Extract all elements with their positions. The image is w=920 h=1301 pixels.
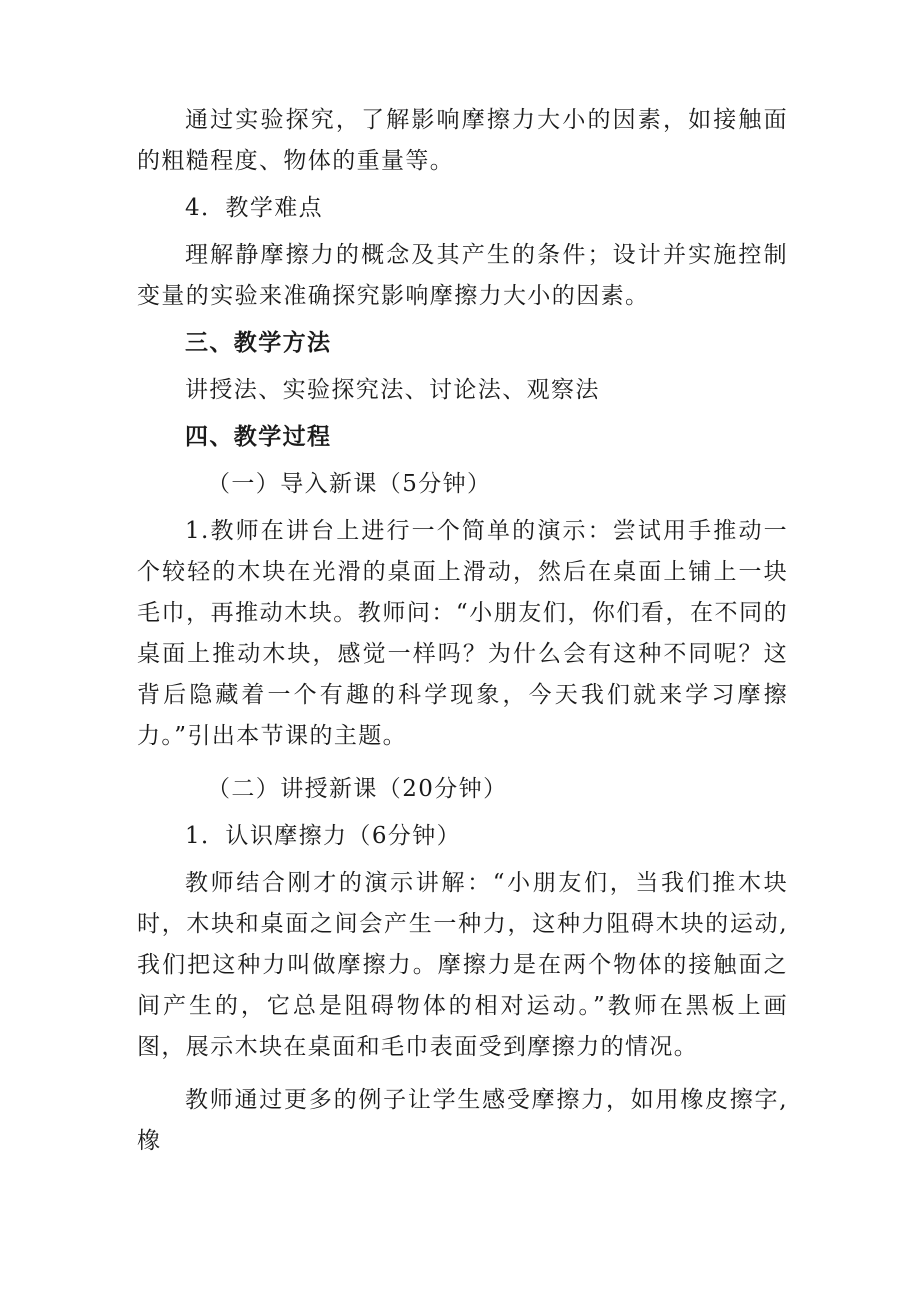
paragraph-more-examples: 教师通过更多的例子让学生感受摩擦力，如用橡皮擦字,橡 bbox=[137, 1087, 788, 1154]
paragraph-goal-continued: 通过实验探究，了解影响摩擦力大小的因素，如接触面的粗糙程度、物体的重量等。 bbox=[137, 107, 788, 174]
heading-teaching-process: 四、教学过程 bbox=[185, 424, 332, 450]
heading-teaching-difficulty: 4．教学难点 bbox=[185, 195, 324, 221]
subheading-new-lesson: （二）讲授新课（20分钟） bbox=[207, 776, 508, 802]
heading-teaching-methods: 三、教学方法 bbox=[185, 330, 332, 356]
paragraph-difficulty: 理解静摩擦力的概念及其产生的条件；设计并实施控制变量的实验来准确探究影响摩擦力大小的因素。 bbox=[137, 242, 788, 309]
subheading-intro: （一）导入新课（5分钟） bbox=[207, 471, 492, 497]
paragraph-methods: 讲授法、实验探究法、讨论法、观察法 bbox=[185, 377, 600, 403]
paragraph-intro-demo: 1.教师在讲台上进行一个简单的演示：尝试用手推动一个较轻的木块在光滑的桌面上滑动，然后在桌面上铺上一块毛巾，再推动木块。教师问：“小朋友们，你们看，在不同的桌面上推动木块，感觉一样吗？为什么会有这种不同呢？这背后隐藏着一个有趣的科学现象，今天我们就来学习摩擦力。”引出本节课的主题。 bbox=[137, 518, 788, 749]
paragraph-friction-explanation: 教师结合刚才的演示讲解：“小朋友们，当我们推木块时，木块和桌面之间会产生一种力，这种力阻碍木块的运动,我们把这种力叫做摩擦力。摩擦力是在两个物体的接触面之间产生的，它总是阻碍物体的相对运动。”教师在黑板上画图，展示木块在桌面和毛巾表面受到摩擦力的情况。 bbox=[137, 870, 788, 1060]
subheading-know-friction: 1．认识摩擦力（6分钟） bbox=[185, 823, 462, 849]
